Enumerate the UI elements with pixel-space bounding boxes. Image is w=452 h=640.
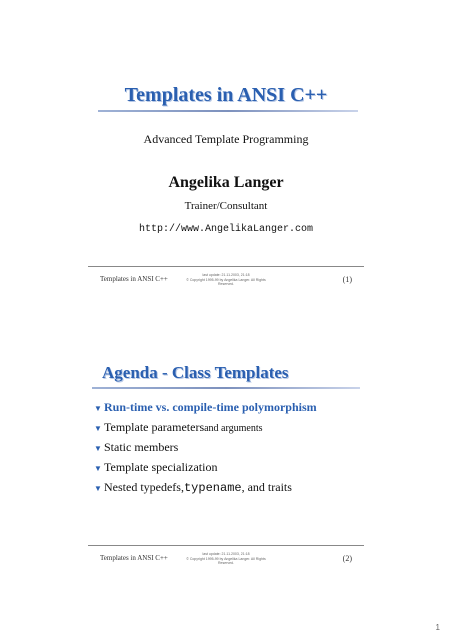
agenda-item-text-tail: , and traits: [241, 480, 292, 494]
agenda-item-text: Template specialization: [104, 460, 218, 474]
list-item: [94, 438, 362, 458]
slide-1-footer-update: last update: 21.11.2003, 21:18: [202, 273, 250, 277]
agenda-item-text: Run-time vs. compile-time polymorphism: [104, 400, 317, 414]
slide-1-footer-copyright: [180, 273, 272, 287]
author-name: Angelika Langer: [168, 174, 284, 191]
slide-2-title: Agenda - Class Templates: [102, 363, 289, 382]
triangle-bullet-icon: ▼: [94, 424, 102, 433]
slide-2-footer-update: last update: 21.11.2003, 21:18: [202, 552, 250, 556]
triangle-bullet-icon: ▼: [94, 484, 102, 493]
slide-1: [88, 70, 364, 290]
slide-1-title-rule: [98, 110, 358, 112]
agenda-item-text: Static members: [104, 440, 179, 454]
author-url[interactable]: http://www.AngelikaLanger.com: [138, 224, 314, 235]
list-item: [94, 418, 362, 438]
agenda-item-code: typename: [183, 481, 242, 495]
list-item: [94, 398, 362, 418]
slide-1-subtitle: Advanced Template Programming: [143, 132, 309, 146]
slide-1-title: Templates in ANSI C++: [124, 84, 328, 106]
agenda-item-text: Nested typedefs,: [104, 480, 184, 494]
agenda-item-text: Template parameters: [104, 420, 205, 434]
agenda-list: [94, 398, 362, 498]
slide-2-footer-rights: © Copyright 1995-99 by Angelika Langer. All Rights Reserved.: [186, 556, 266, 565]
author-role: Trainer/Consultant: [184, 200, 268, 212]
triangle-bullet-icon: ▼: [94, 464, 102, 473]
page-number: 1: [435, 623, 440, 632]
slide-2-footer-title: Templates in ANSI C++: [100, 554, 168, 562]
agenda-item-subtext: and arguments: [204, 423, 263, 434]
slide-1-footer-title: Templates in ANSI C++: [100, 275, 168, 283]
slide-2-footer-copyright: [180, 552, 272, 566]
slide-1-footer-rights: © Copyright 1995-99 by Angelika Langer. All Rights Reserved.: [186, 277, 266, 286]
slide-2-number: (2): [342, 554, 352, 563]
slide-2: [88, 355, 364, 570]
slide-1-number: (1): [342, 275, 352, 284]
list-item: [94, 478, 362, 498]
list-item: [94, 458, 362, 478]
slide-2-footer-rule: [88, 545, 364, 546]
slide-1-footer-rule: [88, 266, 364, 267]
slide-2-title-rule: [92, 387, 360, 389]
triangle-bullet-icon: ▼: [94, 444, 102, 453]
triangle-bullet-icon: ▼: [94, 404, 102, 413]
